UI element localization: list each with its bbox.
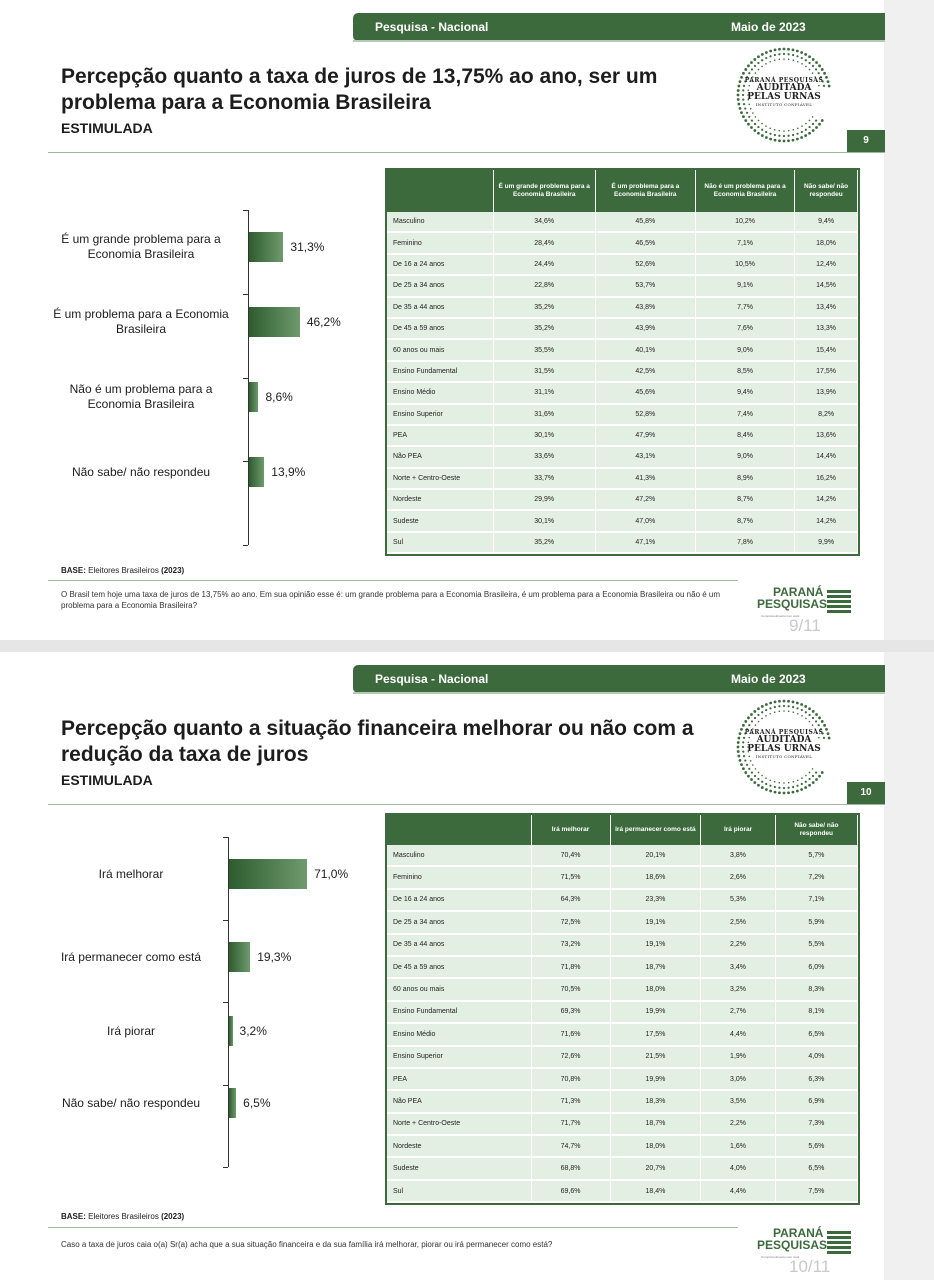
row-label: Sul (387, 532, 493, 553)
table-row (387, 510, 858, 531)
table-row (387, 1157, 858, 1179)
header-underline (353, 40, 885, 42)
table-row (387, 866, 858, 888)
table-row (387, 1046, 858, 1068)
table-cell: 22,8% (493, 275, 595, 296)
right-margin (884, 0, 934, 640)
table-cell: 3,8% (701, 845, 776, 866)
table-cell: 71,5% (531, 866, 610, 888)
table-row (387, 232, 858, 253)
table-cell: 17,5% (610, 1023, 701, 1045)
column-header: Irá melhorar (531, 815, 610, 845)
table-cell: 47,9% (595, 425, 695, 446)
table-cell: 70,4% (531, 845, 610, 866)
row-label: Ensino Fundamental (387, 1001, 531, 1023)
table-cell: 43,9% (595, 318, 695, 339)
table-cell: 13,6% (795, 425, 858, 446)
seal-line-2: AUDITADA (756, 735, 812, 745)
slide-subtitle: ESTIMULADA (61, 772, 153, 788)
table-cell: 47,0% (595, 510, 695, 531)
table-cell: 30,1% (493, 510, 595, 531)
bar-value-label: 13,9% (271, 465, 306, 479)
table-cell: 8,1% (775, 1001, 857, 1023)
table-row (387, 446, 858, 467)
table-cell: 31,6% (493, 404, 595, 425)
axis-tick (243, 210, 248, 211)
table-cell: 35,2% (493, 318, 595, 339)
column-header: Não é um problema para a Economia Brasileira (695, 170, 794, 212)
table-cell: 69,6% (531, 1180, 610, 1202)
table-cell: 8,4% (695, 425, 794, 446)
table-cell: 6,9% (775, 1090, 857, 1112)
table-cell: 5,6% (775, 1135, 857, 1157)
question-divider (48, 580, 738, 581)
parana-pesquisas-logo (755, 1226, 855, 1276)
table-cell: 40,1% (595, 339, 695, 360)
table-row (387, 978, 858, 1000)
table-row (387, 297, 858, 318)
survey-question: Caso a taxa de juros caia o(a) Sr(a) acha que a sua situação financeira e da sua família irá melhorar, piorar ou irá permanecer como está? (61, 1240, 553, 1249)
table-cell: 19,9% (610, 1001, 701, 1023)
table-cell: 9,1% (695, 275, 794, 296)
base-text: Eleitores Brasileiros (88, 566, 159, 575)
bar (229, 942, 250, 972)
survey-date: Maio de 2023 (731, 672, 806, 686)
column-header: Não sabe/ não respondeu (795, 170, 858, 212)
logo-line-2: PESQUISAS (757, 1238, 828, 1252)
table-cell: 20,1% (610, 845, 701, 866)
table-cell: 71,7% (531, 1113, 610, 1135)
table-row (387, 911, 858, 933)
table-cell: 42,5% (595, 361, 695, 382)
table-row (387, 1068, 858, 1090)
table-cell: 4,4% (701, 1180, 776, 1202)
table-cell: 35,5% (493, 339, 595, 360)
table-cell: 69,3% (531, 1001, 610, 1023)
table-cell: 8,7% (695, 489, 794, 510)
table-cell: 71,3% (531, 1090, 610, 1112)
table-cell: 53,7% (595, 275, 695, 296)
table-cell: 21,5% (610, 1046, 701, 1068)
table-cell: 4,0% (701, 1157, 776, 1179)
column-header: Irá permanecer como está (610, 815, 701, 845)
table-cell: 64,3% (531, 889, 610, 911)
table-cell: 18,6% (610, 866, 701, 888)
row-label: Ensino Fundamental (387, 361, 493, 382)
table-cell: 16,2% (795, 468, 858, 489)
axis-tick (223, 837, 228, 838)
table-cell: 2,7% (701, 1001, 776, 1023)
table-cell: 9,0% (695, 339, 794, 360)
seal-line-4: INSTITUTO CONFIÁVEL (755, 754, 813, 759)
base-note (61, 566, 184, 575)
row-label: Sudeste (387, 510, 493, 531)
row-label: Ensino Superior (387, 404, 493, 425)
table-cell: 52,6% (595, 254, 695, 275)
table-cell: 8,5% (695, 361, 794, 382)
row-label: 60 anos ou mais (387, 339, 493, 360)
table-cell: 47,1% (595, 532, 695, 553)
table-cell: 1,9% (701, 1046, 776, 1068)
axis-tick (223, 1167, 228, 1168)
axis-tick (243, 378, 248, 379)
bar-value-label: 6,5% (243, 1096, 271, 1110)
logo-stripes-icon (827, 1231, 851, 1257)
page-of-total: 9/11 (789, 616, 821, 635)
axis-tick (243, 294, 248, 295)
table-row (387, 889, 858, 911)
axis-tick (243, 545, 248, 546)
table-cell: 20,7% (610, 1157, 701, 1179)
row-label: Ensino Superior (387, 1046, 531, 1068)
seal-line-3: PELAS URNAS (747, 92, 821, 102)
table-cell: 71,6% (531, 1023, 610, 1045)
bar (229, 1088, 236, 1118)
table-row (387, 1135, 858, 1157)
slide-10 (0, 652, 934, 1280)
table-row (387, 489, 858, 510)
base-year: (2023) (161, 1212, 185, 1221)
survey-date: Maio de 2023 (731, 20, 806, 34)
table-cell: 52,8% (595, 404, 695, 425)
bar (229, 1016, 233, 1046)
table-cell: 5,7% (775, 845, 857, 866)
base-text: Eleitores Brasileiros (88, 1212, 159, 1221)
table-cell: 13,9% (795, 382, 858, 403)
table-cell: 6,0% (775, 956, 857, 978)
table-cell: 5,9% (775, 911, 857, 933)
slide-title: Percepção quanto a situação financeira melhorar ou não com a redução da taxa de juros (61, 717, 694, 766)
survey-scope: Pesquisa - Nacional (375, 20, 489, 34)
table-cell: 13,3% (795, 318, 858, 339)
base-label: BASE: (61, 1212, 86, 1221)
table-row (387, 1090, 858, 1112)
base-year: (2023) (161, 566, 185, 575)
table-row (387, 1023, 858, 1045)
page-of-total: 10/11 (789, 1257, 831, 1276)
seal-line-1: PARANÁ PESQUISAS (744, 729, 824, 736)
table-cell: 9,4% (795, 212, 858, 232)
bar-value-label: 31,3% (290, 240, 325, 254)
table-cell: 73,2% (531, 934, 610, 956)
row-label: Não PEA (387, 446, 493, 467)
logo-line-2: PESQUISAS (757, 597, 828, 611)
question-divider (48, 1227, 738, 1228)
header-bar (353, 13, 885, 41)
right-margin (884, 652, 934, 1280)
table-cell: 18,4% (610, 1180, 701, 1202)
table-cell: 74,7% (531, 1135, 610, 1157)
table-row (387, 254, 858, 275)
table-cell: 18,7% (610, 956, 701, 978)
table-cell: 3,2% (701, 978, 776, 1000)
row-label: Masculino (387, 845, 531, 866)
table-row (387, 845, 858, 866)
row-label: De 25 a 34 anos (387, 911, 531, 933)
table-cell: 2,2% (701, 934, 776, 956)
table-cell: 6,3% (775, 1068, 857, 1090)
table-cell: 35,2% (493, 532, 595, 553)
table-cell: 35,2% (493, 297, 595, 318)
table-cell: 19,9% (610, 1068, 701, 1090)
row-label: Nordeste (387, 1135, 531, 1157)
axis-tick (223, 920, 228, 921)
table-cell: 19,1% (610, 911, 701, 933)
axis-tick (223, 1002, 228, 1003)
row-label: De 45 a 59 anos (387, 956, 531, 978)
header-underline (353, 692, 885, 694)
seal-line-2: AUDITADA (756, 83, 812, 93)
table-cell: 2,6% (701, 866, 776, 888)
row-label: De 45 a 59 anos (387, 318, 493, 339)
table-cell: 2,5% (701, 911, 776, 933)
column-header: É um problema para a Economia Brasileira (595, 170, 695, 212)
row-label: De 16 a 24 anos (387, 254, 493, 275)
table-row (387, 275, 858, 296)
table-row (387, 468, 858, 489)
table-cell: 71,8% (531, 956, 610, 978)
table-cell: 9,0% (695, 446, 794, 467)
table-cell: 3,0% (701, 1068, 776, 1090)
table-cell: 5,5% (775, 934, 857, 956)
table-cell: 14,2% (795, 510, 858, 531)
bar-value-label: 46,2% (306, 315, 341, 329)
table-cell: 5,3% (701, 889, 776, 911)
logo-stripes-icon (827, 590, 851, 616)
logo-line-1: PARANÁ (773, 1226, 824, 1240)
table-cell: 17,5% (795, 361, 858, 382)
logo-tagline: Comprometimento com você (761, 1255, 800, 1259)
column-header: Irá piorar (701, 815, 776, 845)
bar-value-label: 8,6% (265, 390, 293, 404)
row-label: Norte + Centro-Oeste (387, 468, 493, 489)
seal-line-4: INSTITUTO CONFIÁVEL (755, 102, 813, 107)
table-cell: 10,5% (695, 254, 794, 275)
table-cell: 4,0% (775, 1046, 857, 1068)
row-label: Feminino (387, 232, 493, 253)
table-cell: 43,1% (595, 446, 695, 467)
table-corner-header (387, 170, 493, 212)
table-row (387, 956, 858, 978)
row-label: Não PEA (387, 1090, 531, 1112)
row-label: Ensino Médio (387, 1023, 531, 1045)
table-cell: 28,4% (493, 232, 595, 253)
bar-value-label: 19,3% (257, 950, 292, 964)
table-cell: 7,2% (775, 866, 857, 888)
bar-value-label: 71,0% (314, 867, 349, 881)
table-cell: 46,5% (595, 232, 695, 253)
table-row (387, 404, 858, 425)
category-label: Não sabe/ não respondeu (71, 464, 211, 479)
slide-separator (0, 640, 934, 652)
category-label: É um grande problema para a Economia Brasileira (61, 232, 221, 261)
bar-value-label: 3,2% (239, 1024, 267, 1038)
base-note (61, 1212, 184, 1221)
table-cell: 41,3% (595, 468, 695, 489)
table-cell: 3,4% (701, 956, 776, 978)
table-row (387, 318, 858, 339)
row-label: De 16 a 24 anos (387, 889, 531, 911)
slide-subtitle: ESTIMULADA (61, 120, 153, 136)
table-cell: 72,5% (531, 911, 610, 933)
data-table (387, 170, 858, 554)
table-cell: 6,5% (775, 1157, 857, 1179)
table-row (387, 382, 858, 403)
table-row (387, 425, 858, 446)
table-row (387, 532, 858, 553)
row-label: Nordeste (387, 489, 493, 510)
category-label: Irá permanecer como está (60, 949, 202, 964)
row-label: Ensino Médio (387, 382, 493, 403)
table-cell: 9,9% (795, 532, 858, 553)
table-cell: 18,3% (610, 1090, 701, 1112)
table-cell: 33,7% (493, 468, 595, 489)
table-cell: 18,7% (610, 1113, 701, 1135)
category-label: Irá melhorar (98, 866, 164, 881)
table-cell: 18,0% (610, 978, 701, 1000)
table-cell: 8,3% (775, 978, 857, 1000)
table-cell: 7,1% (775, 889, 857, 911)
bar (249, 307, 300, 337)
data-table (387, 815, 858, 1203)
base-label: BASE: (61, 566, 86, 575)
slide-title: Percepção quanto a taxa de juros de 13,75% ao ano, ser um problema para a Economia Brasileira (61, 65, 658, 114)
category-label: É um problema para a Economia Brasileira (53, 307, 229, 336)
seal-line-3: PELAS URNAS (747, 744, 821, 754)
category-label: Irá piorar (106, 1023, 156, 1038)
table-cell: 29,9% (493, 489, 595, 510)
table-cell: 7,3% (775, 1113, 857, 1135)
table-cell: 23,3% (610, 889, 701, 911)
table-cell: 2,2% (701, 1113, 776, 1135)
table-row (387, 934, 858, 956)
table-cell: 31,5% (493, 361, 595, 382)
table-cell: 34,6% (493, 212, 595, 232)
survey-scope: Pesquisa - Nacional (375, 672, 489, 686)
table-cell: 13,4% (795, 297, 858, 318)
table-cell: 15,4% (795, 339, 858, 360)
table-row (387, 339, 858, 360)
table-cell: 33,6% (493, 446, 595, 467)
row-label: De 35 a 44 anos (387, 297, 493, 318)
table-cell: 70,5% (531, 978, 610, 1000)
row-label: Sul (387, 1180, 531, 1202)
logo-line-1: PARANÁ (773, 585, 824, 599)
bar (249, 457, 264, 487)
category-label: Não é um problema para a Economia Brasileira (69, 382, 213, 411)
table-cell: 30,1% (493, 425, 595, 446)
column-header: É um grande problema para a Economia Brasileira (493, 170, 595, 212)
table-cell: 7,8% (695, 532, 794, 553)
survey-question: O Brasil tem hoje uma taxa de juros de 13,75% ao ano. Em sua opinião esse é: um grande problema para a Economia Brasileira, é um problema para a Economia Brasileira ou não é um problema para a Economia Brasileira? (61, 590, 721, 610)
bar (249, 382, 258, 412)
header-bar (353, 665, 885, 693)
table-cell: 1,6% (701, 1135, 776, 1157)
table-cell: 18,0% (610, 1135, 701, 1157)
table-cell: 14,4% (795, 446, 858, 467)
table-cell: 68,8% (531, 1157, 610, 1179)
table-cell: 8,7% (695, 510, 794, 531)
audited-seal-logo (734, 697, 834, 797)
table-corner-header (387, 815, 531, 845)
table-row (387, 212, 858, 232)
table-cell: 24,4% (493, 254, 595, 275)
table-cell: 45,6% (595, 382, 695, 403)
row-label: PEA (387, 1068, 531, 1090)
table-row (387, 1001, 858, 1023)
title-divider (48, 804, 885, 805)
table-row (387, 1113, 858, 1135)
row-label: Sudeste (387, 1157, 531, 1179)
table-row (387, 1180, 858, 1202)
axis-tick (243, 461, 248, 462)
axis-tick (223, 1085, 228, 1086)
logo-tagline: Comprometimento com você (761, 614, 800, 618)
table-cell: 8,2% (795, 404, 858, 425)
table-cell: 47,2% (595, 489, 695, 510)
column-header: Não sabe/ não respondeu (775, 815, 857, 845)
row-label: Norte + Centro-Oeste (387, 1113, 531, 1135)
table-cell: 9,4% (695, 382, 794, 403)
table-cell: 7,1% (695, 232, 794, 253)
row-label: Feminino (387, 866, 531, 888)
bar (229, 859, 307, 889)
bar-chart (48, 867, 378, 1247)
table-row (387, 361, 858, 382)
table-cell: 4,4% (701, 1023, 776, 1045)
row-label: Masculino (387, 212, 493, 232)
table-cell: 14,5% (795, 275, 858, 296)
table-cell: 18,0% (795, 232, 858, 253)
bar-chart (48, 190, 378, 570)
parana-pesquisas-logo (755, 585, 855, 635)
category-label: Não sabe/ não respondeu (61, 1095, 201, 1110)
table-cell: 3,5% (701, 1090, 776, 1112)
table-cell: 7,5% (775, 1180, 857, 1202)
row-label: PEA (387, 425, 493, 446)
table-cell: 31,1% (493, 382, 595, 403)
page-number: 9 (847, 130, 885, 152)
table-cell: 14,2% (795, 489, 858, 510)
table-cell: 7,6% (695, 318, 794, 339)
table-cell: 7,7% (695, 297, 794, 318)
row-label: De 35 a 44 anos (387, 934, 531, 956)
title-divider (48, 152, 885, 153)
table-cell: 45,8% (595, 212, 695, 232)
table-cell: 6,5% (775, 1023, 857, 1045)
table-cell: 70,8% (531, 1068, 610, 1090)
table-cell: 72,6% (531, 1046, 610, 1068)
audited-seal-logo (734, 45, 834, 145)
seal-line-1: PARANÁ PESQUISAS (744, 77, 824, 84)
table-cell: 8,9% (695, 468, 794, 489)
bar (249, 232, 283, 262)
table-cell: 10,2% (695, 212, 794, 232)
table-cell: 7,4% (695, 404, 794, 425)
table-cell: 43,8% (595, 297, 695, 318)
row-label: De 25 a 34 anos (387, 275, 493, 296)
page-number: 10 (847, 782, 885, 804)
table-cell: 12,4% (795, 254, 858, 275)
row-label: 60 anos ou mais (387, 978, 531, 1000)
table-cell: 19,1% (610, 934, 701, 956)
